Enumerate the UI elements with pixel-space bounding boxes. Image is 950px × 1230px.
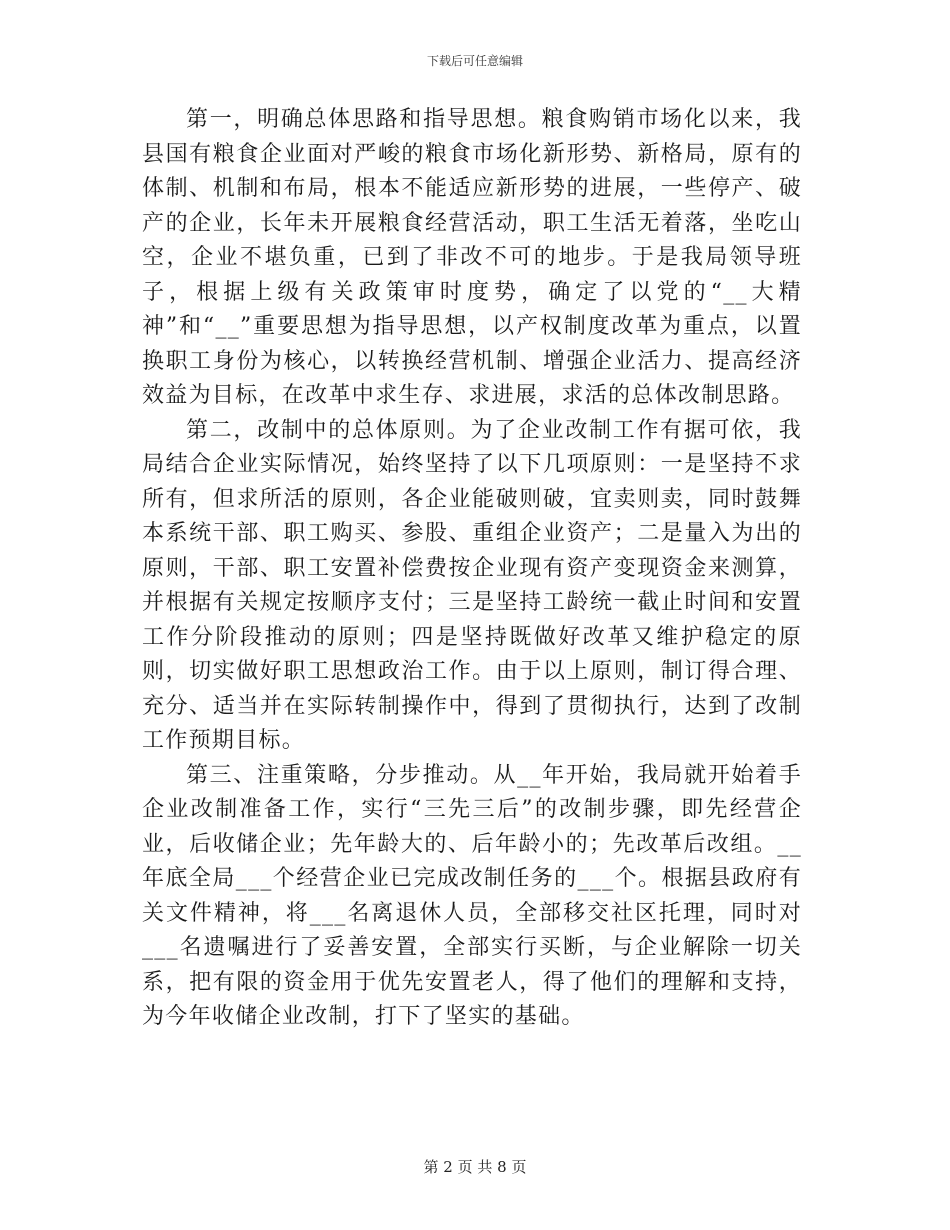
header-note: 下载后可任意编辑 [426, 54, 523, 68]
paragraph-3: 第三、注重策略，分步推动。从__年开始，我局就开始着手企业改制准备工作，实行“三先三后”的改制步骤，即先经营企业，后收储企业；先年龄大的、后年龄小的；先改革后改组。__年底全局___个经营企业已完成改制任务的___个。根据县政府有关文件精神，将___名离退休人员，全部移交社区托理，同时对___名遗嘱进行了妥善安置，全部实行买断，与企业解除一切关系，把有限的资金用于优先安置老人，得了他们的理解和支持，为今年收储企业改制，打下了坚实的基础。 [142, 762, 802, 1029]
body-text [142, 103, 802, 1035]
paragraph-2: 第二，改制中的总体原则。为了企业改制工作有据可依，我局结合企业实际情况，始终坚持了以下几项原则：一是坚持不求所有，但求所活的原则，各企业能破则破，宜卖则卖，同时鼓舞本系统干部、职工购买、参股、重组企业资产；二是量入为出的原则，干部、职工安置补偿费按企业现有资产变现资金来测算，并根据有关规定按顺序支付；三是坚持工龄统一截止时间和安置工作分阶段推动的原则；四是坚持既做好改革又维护稳定的原则，切实做好职工思想政治工作。由于以上原则，制订得合理、充分、适当并在实际转制操作中，得到了贯彻执行，达到了改制工作预期目标。 [142, 417, 802, 753]
page-number: 第 2 页 共 8 页 [423, 1158, 527, 1176]
paragraph-1: 第一，明确总体思路和指导思想。粮食购销市场化以来，我县国有粮食企业面对严峻的粮食市场化新形势、新格局，原有的体制、机制和布局，根本不能适应新形势的进展，一些停产、破产的企业，长年未开展粮食经营活动，职工生活无着落，坐吃山空，企业不堪负重，已到了非改不可的地步。于是我局领导班子，根据上级有关政策审时度势，确定了以党的“__大精神”和“__”重要思想为指导思想，以产权制度改革为重点，以置换职工身份为核心，以转换经营机制、增强企业活力、提高经济效益为目标，在改革中求生存、求进展，求活的总体改制思路。 [142, 107, 802, 408]
